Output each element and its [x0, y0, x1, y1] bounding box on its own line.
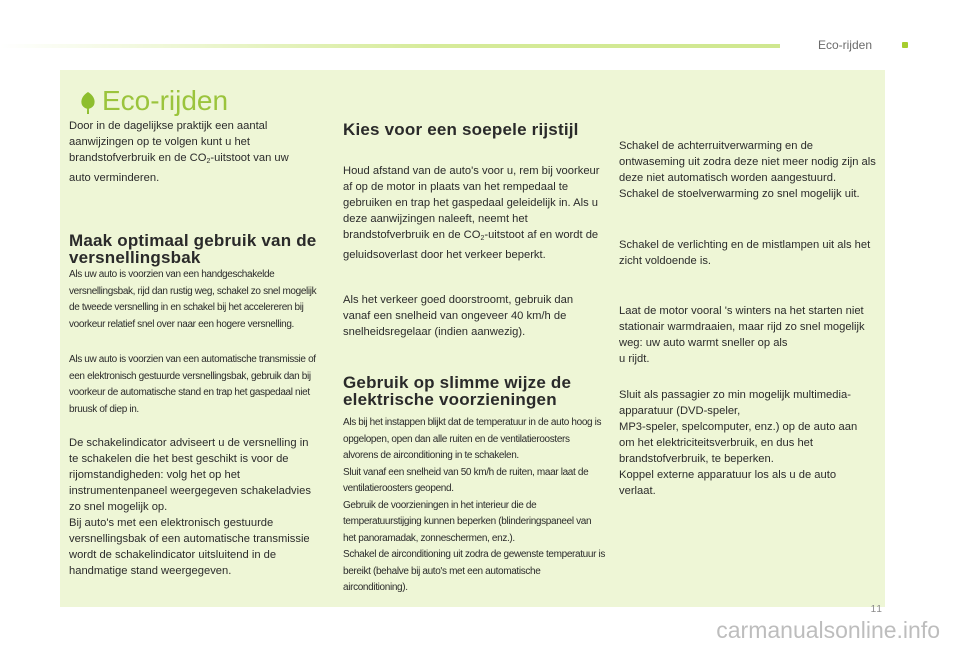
engine-warmup-paragraph: u rijdt. [619, 353, 650, 365]
section-title: Eco-rijden [817, 38, 872, 52]
intro-text-part: -uitstoot van uw auto verminderen. [69, 152, 289, 184]
page-number: 11 [870, 604, 883, 615]
aircon-paragraph: Gebruik de voorzieningen in het interieur die de temperatuurstijging kunnen beperken (blinderingspaneel van het panoramadak, zonneschermen, enz.). [343, 499, 592, 544]
lights-text: Schakel de verlichting en de mistlampen uit als het zicht voldoende is. [619, 239, 871, 267]
distance-text-part: -uitstoot af en wordt de geluidsoverlast door het verkeer beperkt. [343, 229, 599, 261]
aircon-paragraph: Sluit vanaf een snelheid van 50 km/h de ruiten, maar laat de ventilatieroosters geopend. [343, 466, 589, 494]
driving-style-heading [343, 121, 613, 138]
electrical-heading-text: Gebruik op slimme wijze de elektrische voorzieningen [343, 373, 572, 409]
driving-style-heading-text: Kies voor een soepele rijstijl [343, 120, 579, 139]
manual-gearbox-text: Als uw auto is voorzien van een handgeschakelde versnellingsbak, rijd dan rustig weg, schakel zo snel mogelijk de tweede versnelling in en schakel bij het accelereren bij voorkeur relatief snel over naar een hogere versnelling. [69, 269, 317, 330]
aircon-text [343, 415, 605, 597]
shift-indicator-paragraph: De schakelindicator adviseert u de versnelling in te schakelen die het best geschikt is voor de rijomstandigheden: volg het op het instrumentenpaneel weergegeven schakeladvies zo snel mogelijk op. [69, 437, 311, 513]
defrost-paragraph: Schakel de achterruitverwarming en de ontwaseming uit zodra deze niet meer nodig zijn als deze niet automatisch worden aangestuurd. [619, 140, 876, 184]
multimedia-text [619, 387, 874, 499]
gearbox-heading [69, 232, 319, 266]
page-title: Eco-rijden [102, 85, 229, 116]
intro-text [69, 118, 304, 186]
aircon-paragraph: Schakel de airconditioning uit zodra de gewenste temperatuur is bereikt (behalve bij auto's met een automatische airconditioning). [343, 549, 606, 593]
intro-text-part: Door in de dagelijkse praktijk een aantal aanwijzingen op te volgen kunt u het brandstofverbruik en de CO [69, 120, 268, 164]
defrost-text [619, 138, 877, 202]
watermark: carmanualsonline.info [716, 617, 940, 643]
co2-subscript: 2 [480, 235, 485, 242]
shift-indicator-paragraph: Bij auto's met een elektronisch gestuurde versnellingsbak of een automatische transmissie wordt de schakelindicator uitsluitend in de handmatige stand weergegeven. [69, 517, 310, 577]
aircon-paragraph: Als bij het instappen blijkt dat de temperatuur in de auto hoog is opgelopen, open dan alle ruiten en de ventilatieroosters alvorens de airconditioning in te schakelen. [343, 417, 602, 461]
distance-text-part: Houd afstand van de auto's voor u, rem bij voorkeur af op de motor in plaats van het rempedaal te gebruiken en trap het gaspedaal geleidelijk in. Als u deze aanwijzingen naleeft, neemt het brandstofverbruik en de CO [343, 165, 600, 241]
shift-indicator-text [69, 435, 314, 579]
cruise-control-text: Als het verkeer goed doorstroomt, gebruik dan vanaf een snelheid van ongeveer 40 km/h de snelheidsregelaar (indien aanwezig). [343, 294, 574, 338]
co2-subscript: 2 [206, 158, 211, 165]
tree-leaf-icon [79, 92, 97, 114]
multimedia-paragraph: MP3-speler, spelcomputer, enz.) op de auto aan om het elektriciteitsverbruik, en dus het brandstofverbruik, te beperken. [619, 421, 858, 465]
electrical-heading [343, 374, 608, 408]
defrost-paragraph: Schakel de stoelverwarming zo snel mogelijk uit. [619, 188, 860, 200]
engine-warmup-text [619, 303, 874, 367]
header-rule [0, 44, 780, 48]
automatic-gearbox-text: Als uw auto is voorzien van een automatische transmissie of een elektronisch gestuurde versnellingsbak, gebruik dan bij voorkeur de automatische stand en trap het gaspedaal niet bruusk of diep in. [69, 354, 316, 415]
distance-text [343, 163, 601, 263]
engine-warmup-paragraph: Laat de motor vooral 's winters na het starten niet stationair warmdraaien, maar rijd zo snel mogelijk weg: uw auto warmt sneller op als [619, 305, 865, 349]
multimedia-paragraph: Sluit als passagier zo min mogelijk multimedia-apparatuur (DVD-speler, [619, 389, 851, 417]
multimedia-paragraph: Koppel externe apparatuur los als u de auto verlaat. [619, 469, 837, 497]
section-marker [902, 42, 908, 48]
gearbox-heading-text: Maak optimaal gebruik van de versnellingsbak [69, 231, 317, 267]
